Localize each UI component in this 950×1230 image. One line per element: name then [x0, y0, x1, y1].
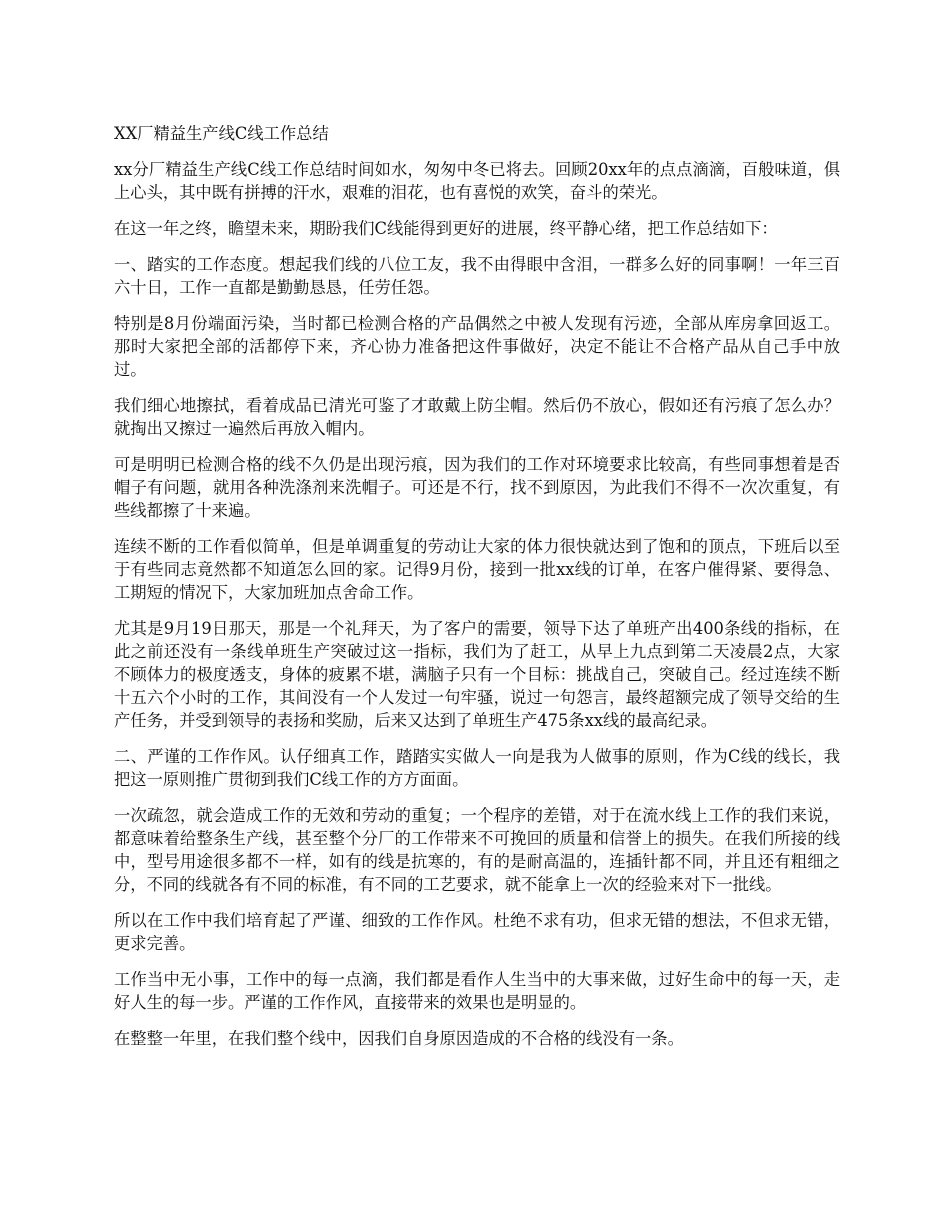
paragraph: 尤其是9月19日那天，那是一个礼拜天，为了客户的需要，领导下达了单班产出400条线的指标，在此之前还没有一条线单班生产突破过这一指标，我们为了赶工，从早上九点到第二天凌晨2点，大家不顾体力的极度透支，身体的疲累不堪，满脑子只有一个目标：挑战自己，突破自己。经过连续不断十五六个小时的工作，其间没有一个人发过一句牢骚，说过一句怨言，最终超额完成了领导交给的生产任务，并受到领导的表扬和奖励，后来又达到了单班生产475条xx线的最高纪录。: [114, 619, 840, 730]
paragraph: 连续不断的工作看似简单，但是单调重复的劳动让大家的体力很快就达到了饱和的顶点，下班后以至于有些同志竟然都不知道怎么回的家。记得9月份，接到一批xx线的订单，在客户催得紧、要得急、工期短的情况下，大家加班加点舍命工作。: [114, 537, 840, 602]
paragraph: 工作当中无小事，工作中的每一点滴，我们都是看作人生当中的大事来做，过好生命中的每一天，走好人生的每一步。严谨的工作作风，直接带来的效果也是明显的。: [114, 970, 840, 1012]
paragraph: 所以在工作中我们培育起了严谨、细致的工作作风。杜绝不求有功，但求无错的想法，不但求无错，更求完善。: [114, 911, 840, 953]
paragraph: 一次疏忽，就会造成工作的无效和劳动的重复；一个程序的差错，对于在流水线上工作的我们来说，都意味着给整条生产线，甚至整个分厂的工作带来不可挽回的质量和信誉上的损失。在我们所接的线中，型号用途很多都不一样，如有的线是抗寒的，有的是耐高温的，连插针都不同，并且还有粗细之分，不同的线就各有不同的标准，有不同的工艺要求，就不能拿上一次的经验来对下一批线。: [114, 806, 840, 894]
paragraph: xx分厂精益生产线C线工作总结时间如水，匆匆中冬已将去。回顾20xx年的点点滴滴，百般味道，俱上心头，其中既有拼搏的汗水，艰难的泪花，也有喜悦的欢笑，奋斗的荣光。: [114, 160, 840, 202]
document-page: [114, 122, 840, 1063]
paragraph: 我们细心地擦拭，看着成品已清光可鉴了才敢戴上防尘帽。然后仍不放心，假如还有污痕了怎么办？就掏出又擦过一遍然后再放入帽内。: [114, 396, 840, 438]
document-title: XX厂精益生产线C线工作总结: [114, 124, 329, 143]
paragraph: 在整整一年里，在我们整个线中，因我们自身原因造成的不合格的线没有一条。: [114, 1029, 684, 1048]
paragraph: 二、严谨的工作作风。认仔细真工作，踏踏实实做人一向是我为人做事的原则，作为C线的线长，我把这一原则推广贯彻到我们C线工作的方方面面。: [114, 747, 840, 789]
paragraph: 特别是8月份端面污染，当时都已检测合格的产品偶然之中被人发现有污迹，全部从库房拿回返工。那时大家把全部的活都停下来，齐心协力准备把这件事做好，决定不能让不合格产品从自己手中放过。: [114, 314, 840, 379]
paragraph: 在这一年之终，瞻望未来，期盼我们C线能得到更好的进展，终平静心绪，把工作总结如下：: [114, 219, 778, 238]
paragraph: 可是明明已检测合格的线不久仍是出现污痕，因为我们的工作对环境要求比较高，有些同事想着是否帽子有问题，就用各种洗涤剂来洗帽子。可还是不行，找不到原因，为此我们不得不一次次重复，有些线都擦了十来遍。: [114, 455, 840, 520]
paragraph: 一、踏实的工作态度。想起我们线的八位工友，我不由得眼中含泪，一群多么好的同事啊！一年三百六十日，工作一直都是勤勤恳恳，任劳任怨。: [114, 255, 840, 297]
